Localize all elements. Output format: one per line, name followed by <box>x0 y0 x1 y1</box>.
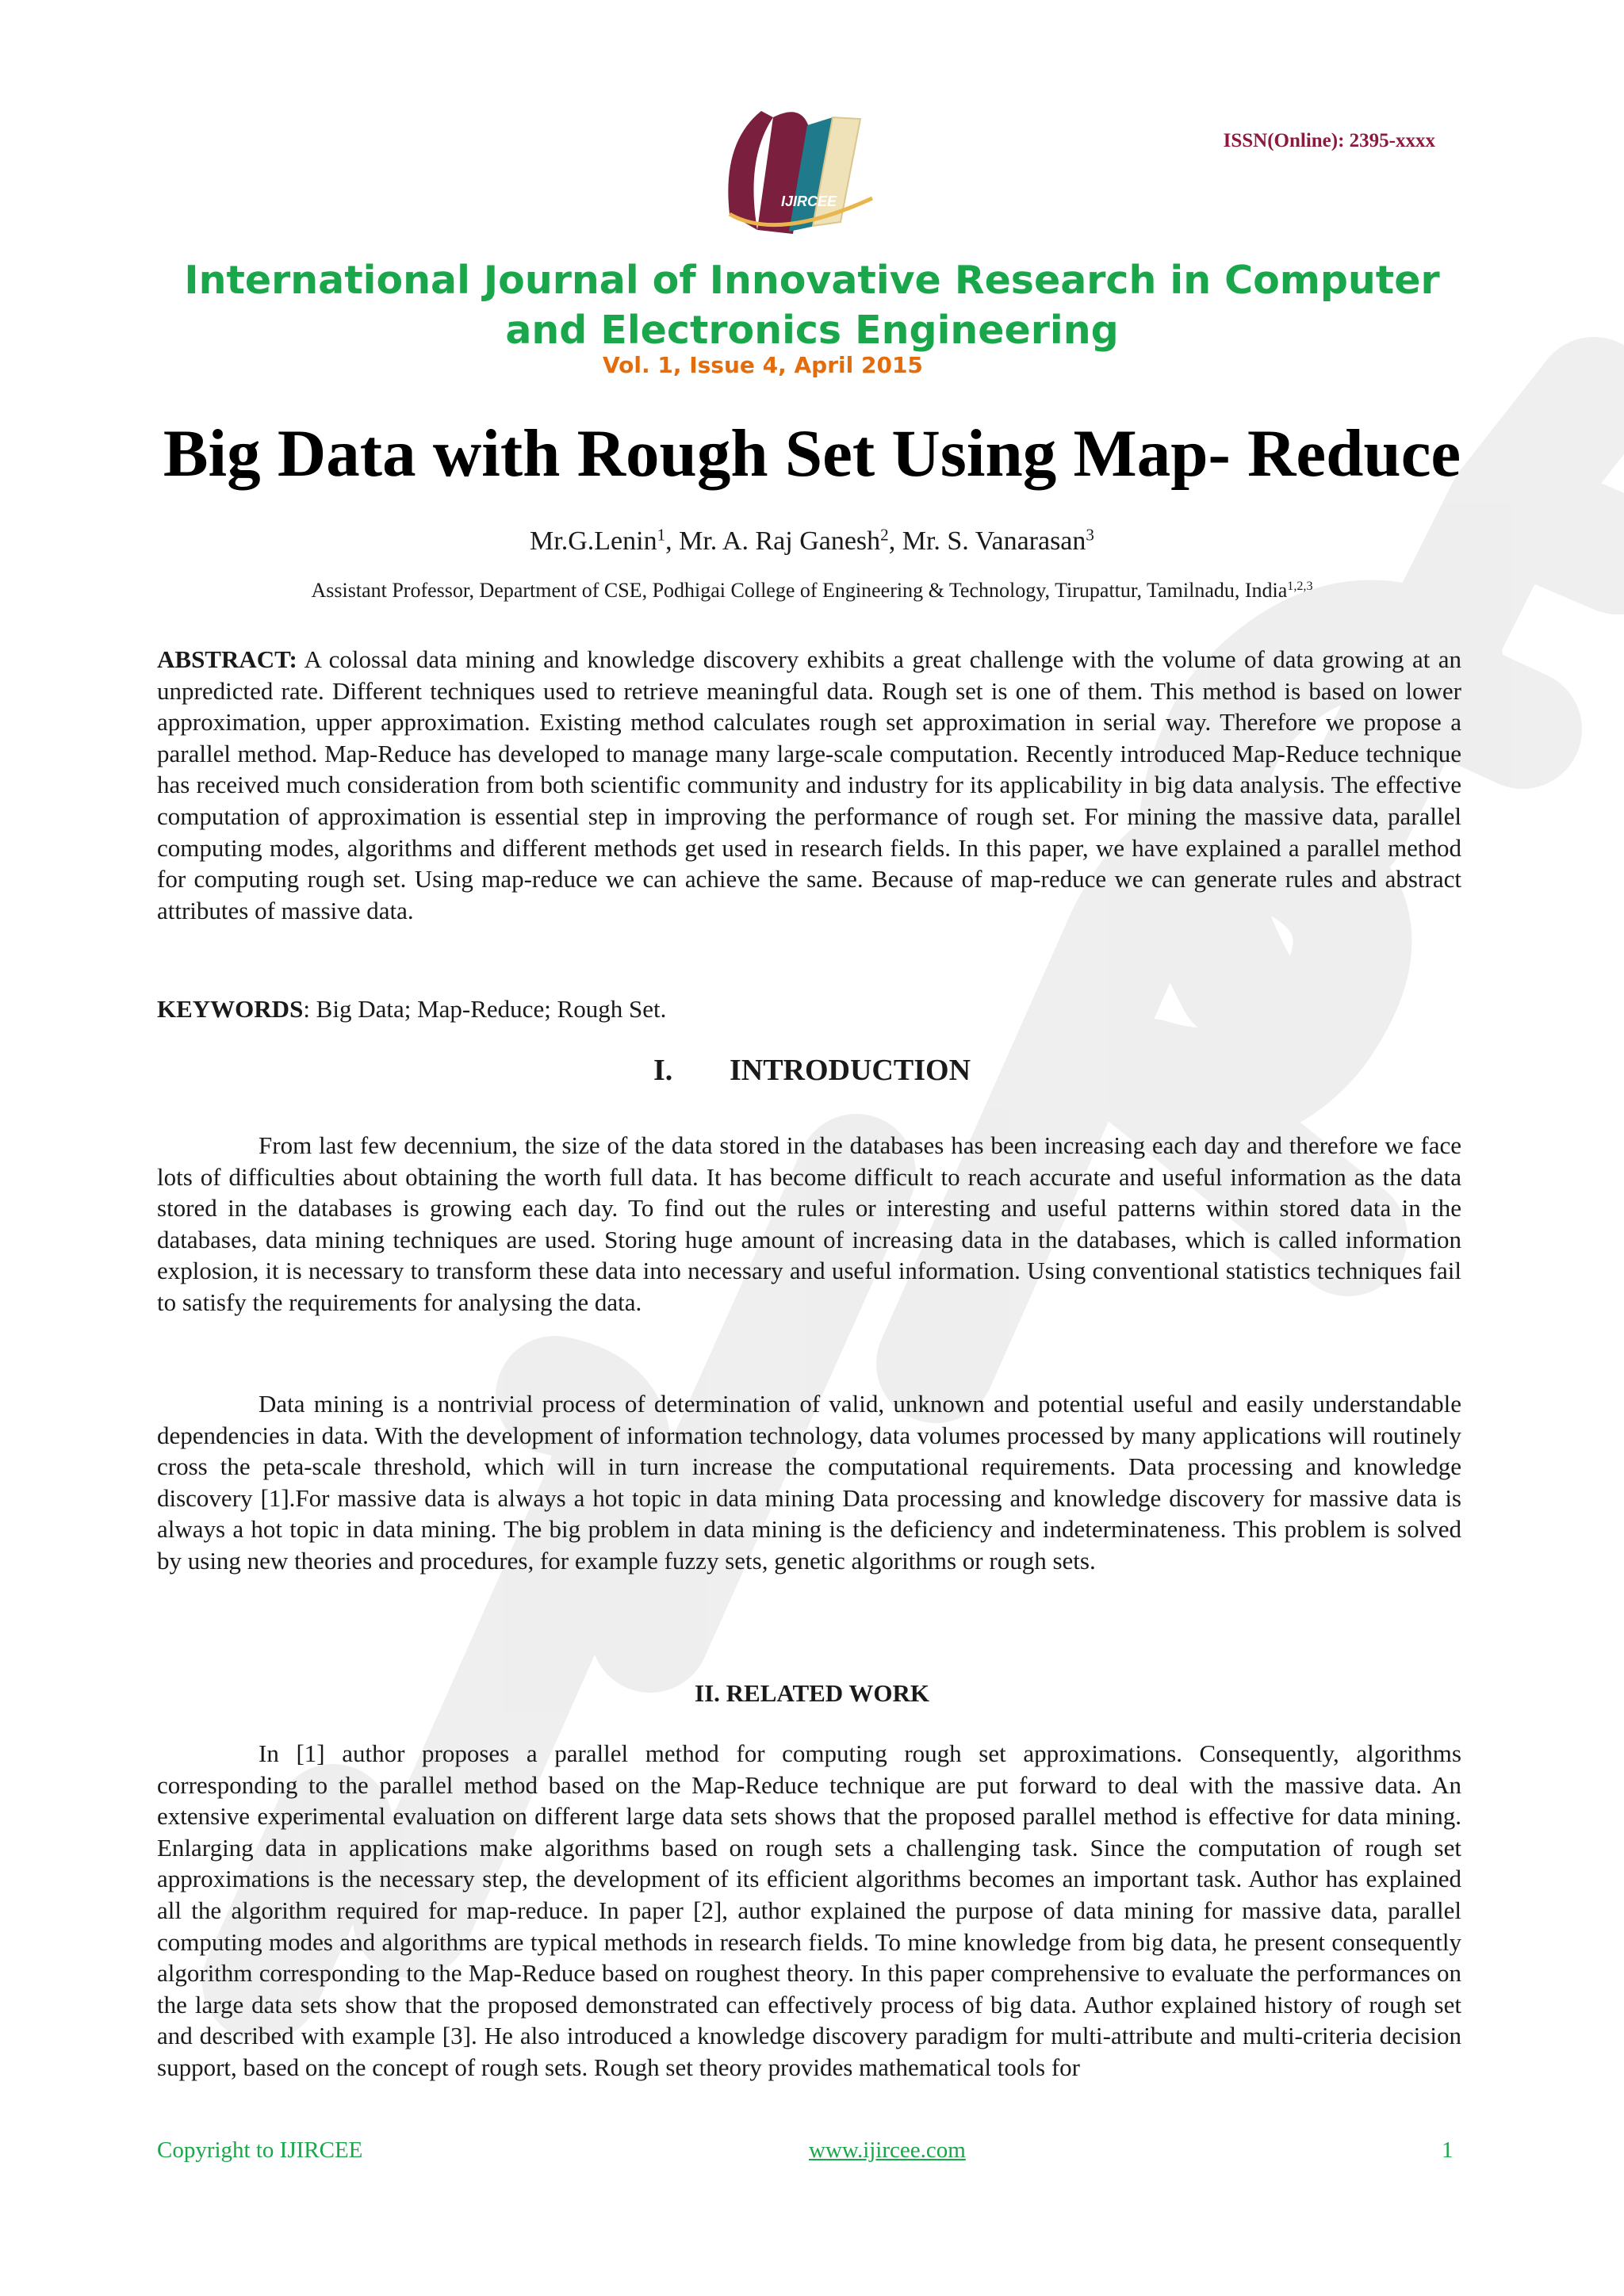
section-number: I. <box>653 1054 673 1087</box>
journal-title <box>119 255 1505 355</box>
author-sup: 2 <box>880 525 889 545</box>
volume-issue: Vol. 1, Issue 4, April 2015 <box>603 352 923 378</box>
keywords-label: KEYWORDS <box>157 995 304 1023</box>
author-sup: 1 <box>657 525 666 545</box>
abstract-label: ABSTRACT: <box>157 645 297 673</box>
intro-paragraph-2: Data mining is a nontrivial process of determination of valid, unknown and potential useful and easily understandable dependencies in data. With the development of information technology, data volumes processed by many applications will routinely cross the peta-scale threshold, which will in turn increase the computational requirements. Data processing and knowledge discovery [1].For massive data is always a hot topic in data mining Data processing and knowledge discovery for massive data is always a hot topic in data mining. The big problem in data mining is the deficiency and indeterminateness. This problem is solved by using new theories and procedures, for example fuzzy sets, genetic algorithms or rough sets. <box>157 1390 1461 1575</box>
abstract-text: A colossal data mining and knowledge discovery exhibits a great challenge with the volume of data growing at an unpredicted rate. Different techniques used to retrieve meaningful data. Rough set is one of them. This method is based on lower approximation, upper approximation. Existing method calculates rough set approximation in serial way. Therefore we propose a parallel method. Map-Reduce has developed to manage many large-scale computation. Recently introduced Map-Reduce technique has received much consideration from both scientific community and industry for its applicability in big data analysis. The effective computation of approximation is essential step in improving the performance of rough set. For mining the massive data, parallel computing modes, algorithms and different methods get used in research fields. In this paper, we have explained a parallel method for computing rough set. Using map-reduce we can achieve the same. Because of map-reduce we can generate rules and abstract attributes of massive data. <box>157 645 1461 924</box>
authors-line: Mr.G.Lenin$^1$, Mr. A. Raj Ganesh$^2$, Mr. S. Vanarasan$^3$ <box>530 525 1094 556</box>
affiliation-text: Assistant Professor, Department of CSE, Podhigai College of Engineering & Technology, Tirupattur, Tamilnadu, India <box>311 579 1288 602</box>
journal-title-line2: and Electronics Engineering <box>505 308 1119 353</box>
ijircee-logo <box>714 95 896 246</box>
intro-paragraph-1: From last few decennium, the size of the data stored in the databases has been increasing each day and therefore we face lots of difficulties about obtaining the worth full data. It has become difficult to reach accurate and useful information as the data stored in the databases is growing each day. To find out the rules or interesting and useful patterns within stored data in the databases, data mining techniques are used. Storing huge amount of increasing data in the databases, which is called information explosion, it is necessary to transform these data into necessary and useful information. Using conventional statistics techniques fail to satisfy the requirements for analysing the data. <box>157 1131 1461 1316</box>
section-heading-introduction <box>119 1053 1505 1088</box>
related-work-paragraph: In [1] author proposes a parallel method for computing rough set approximations. Consequently, algorithms corresponding to the parallel method based on the Map-Reduce technique are put forward to deal with the massive data. An extensive experimental evaluation on different large data sets shows that the proposed parallel method is effective for data mining. Enlarging data in applications make algorithms based on rough sets a challenging task. Since the computation of rough set approximations is the necessary step, the development of its efficient algorithms becomes an important task. Author has explained all the algorithm required for map-reduce. In paper [2], author explained the purpose of data mining for massive data, parallel computing modes and algorithms are typical methods in research fields. To mine knowledge from big data, he present consequently algorithm corresponding to the Map-Reduce based on roughest theory. In this paper comprehensive to evaluate the performances on the large data sets show that the proposed demonstrated can effectively process of big data. Author explained history of rough set and described with example [3]. He also introduced a knowledge discovery paradigm for multi-attribute and multi-criteria decision support, based on the concept of rough sets. Rough set theory provides mathematical tools for <box>157 1739 1461 2081</box>
issn-label: ISSN(Online): 2395-xxxx <box>1223 130 1435 151</box>
author-sup: 3 <box>1086 525 1094 545</box>
section-heading-related-work: II. RELATED WORK <box>695 1679 929 1707</box>
paper-title: Big Data with Rough Set Using Map- Reduce <box>163 416 1461 491</box>
section-title: INTRODUCTION <box>729 1054 971 1087</box>
affiliation-sup: 1,2,3 <box>1287 580 1313 594</box>
affiliation <box>119 579 1505 603</box>
svg-text:IJIRCEE: IJIRCEE <box>780 193 837 209</box>
journal-title-line1: International Journal of Innovative Research in Computer <box>184 258 1440 303</box>
footer-page-number: 1 <box>1442 2137 1454 2163</box>
abstract <box>157 644 1461 926</box>
author-name: Mr. A. Raj Ganesh <box>679 526 881 556</box>
author-name: Mr.G.Lenin <box>530 526 657 556</box>
keywords-text: : Big Data; Map-Reduce; Rough Set. <box>303 995 667 1023</box>
footer-copyright: Copyright to IJIRCEE <box>157 2137 363 2163</box>
footer-website-link[interactable]: www.ijircee.com <box>809 2137 966 2163</box>
keywords <box>157 993 1461 1025</box>
author-name: Mr. S. Vanarasan <box>902 526 1086 556</box>
